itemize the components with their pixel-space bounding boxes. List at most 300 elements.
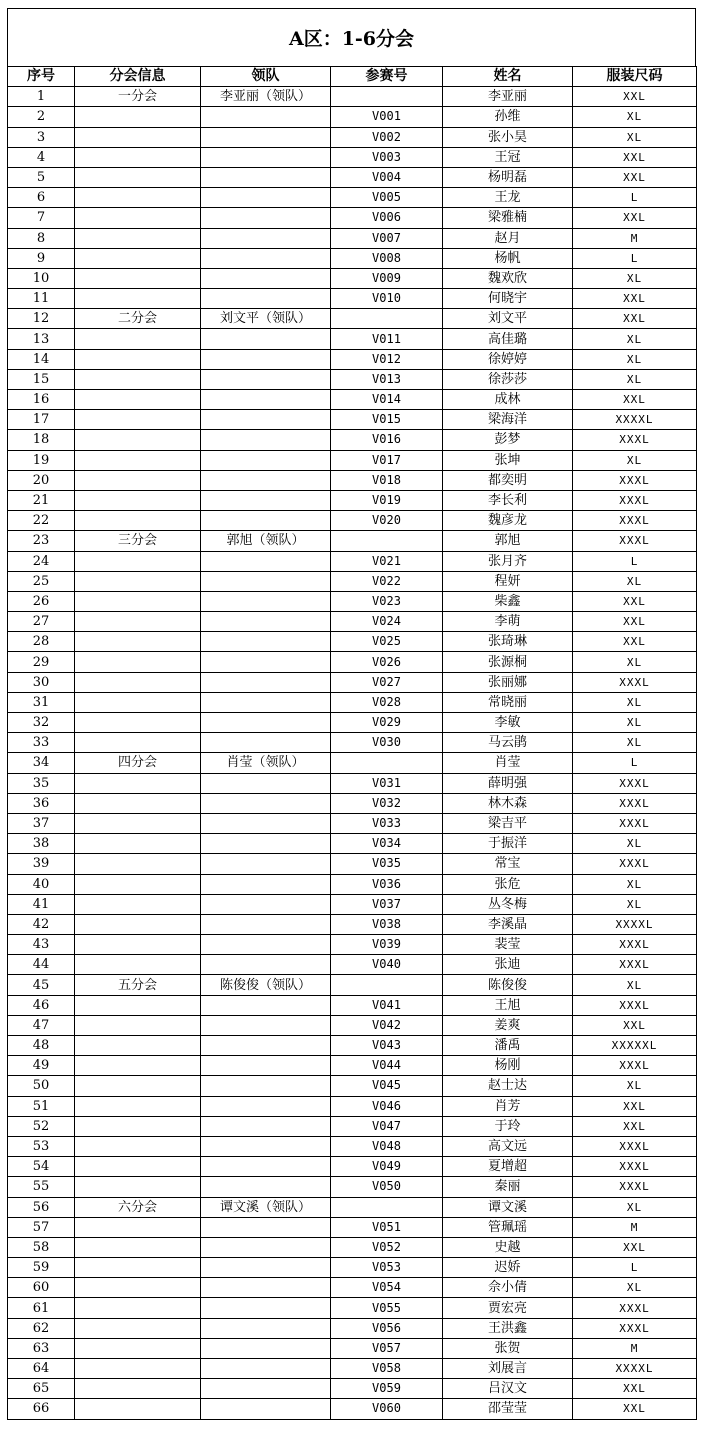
cell-size: XXL bbox=[573, 147, 697, 167]
cell-bib: V048 bbox=[331, 1136, 443, 1156]
cell-name: 常宝 bbox=[443, 854, 573, 874]
cell-seq: 50 bbox=[8, 1076, 75, 1096]
cell-leader bbox=[201, 1036, 331, 1056]
cell-bib: V028 bbox=[331, 692, 443, 712]
cell-bib bbox=[331, 87, 443, 107]
cell-size: XXL bbox=[573, 1015, 697, 1035]
cell-branch bbox=[75, 1318, 201, 1338]
table-row bbox=[8, 753, 697, 773]
cell-size: XXXXL bbox=[573, 410, 697, 430]
cell-seq: 8 bbox=[8, 228, 75, 248]
cell-seq: 55 bbox=[8, 1177, 75, 1197]
cell-seq: 9 bbox=[8, 248, 75, 268]
cell-leader bbox=[201, 450, 331, 470]
table-row bbox=[8, 470, 697, 490]
cell-size: XXL bbox=[573, 289, 697, 309]
table-row bbox=[8, 228, 697, 248]
table-row bbox=[8, 672, 697, 692]
cell-bib: V016 bbox=[331, 430, 443, 450]
cell-leader bbox=[201, 1298, 331, 1318]
cell-name: 杨帆 bbox=[443, 248, 573, 268]
cell-bib: V044 bbox=[331, 1056, 443, 1076]
cell-branch bbox=[75, 1116, 201, 1136]
cell-size: XXXL bbox=[573, 1056, 697, 1076]
table-row bbox=[8, 188, 697, 208]
cell-size: XXXL bbox=[573, 511, 697, 531]
cell-seq: 48 bbox=[8, 1036, 75, 1056]
cell-size: XXL bbox=[573, 1399, 697, 1419]
cell-branch: 一分会 bbox=[75, 87, 201, 107]
cell-name: 马云鹃 bbox=[443, 733, 573, 753]
cell-seq: 51 bbox=[8, 1096, 75, 1116]
table-row bbox=[8, 107, 697, 127]
table-row bbox=[8, 450, 697, 470]
cell-leader bbox=[201, 1157, 331, 1177]
cell-bib: V009 bbox=[331, 268, 443, 288]
table-row bbox=[8, 1379, 697, 1399]
cell-leader bbox=[201, 935, 331, 955]
cell-size: XL bbox=[573, 1076, 697, 1096]
cell-branch bbox=[75, 1399, 201, 1419]
cell-seq: 36 bbox=[8, 793, 75, 813]
header-branch: 分会信息 bbox=[75, 67, 201, 87]
cell-name: 常晓丽 bbox=[443, 692, 573, 712]
cell-bib: V055 bbox=[331, 1298, 443, 1318]
cell-name: 李敏 bbox=[443, 713, 573, 733]
cell-leader bbox=[201, 1379, 331, 1399]
cell-name: 张贺 bbox=[443, 1338, 573, 1358]
cell-size: XXXL bbox=[573, 672, 697, 692]
cell-leader: 陈俊俊（领队） bbox=[201, 975, 331, 995]
cell-bib: V040 bbox=[331, 955, 443, 975]
cell-leader: 刘文平（领队） bbox=[201, 309, 331, 329]
cell-leader bbox=[201, 349, 331, 369]
cell-size: XXXL bbox=[573, 793, 697, 813]
cell-name: 夏增超 bbox=[443, 1157, 573, 1177]
cell-bib: V002 bbox=[331, 127, 443, 147]
cell-branch bbox=[75, 773, 201, 793]
cell-size: L bbox=[573, 551, 697, 571]
cell-size: XXL bbox=[573, 390, 697, 410]
cell-leader bbox=[201, 289, 331, 309]
cell-size: XL bbox=[573, 127, 697, 147]
cell-name: 赵月 bbox=[443, 228, 573, 248]
cell-name: 丛冬梅 bbox=[443, 894, 573, 914]
cell-size: L bbox=[573, 188, 697, 208]
cell-size: XXL bbox=[573, 632, 697, 652]
cell-branch bbox=[75, 591, 201, 611]
table-row bbox=[8, 1015, 697, 1035]
cell-seq: 59 bbox=[8, 1258, 75, 1278]
cell-size: XXXL bbox=[573, 490, 697, 510]
cell-leader bbox=[201, 652, 331, 672]
cell-seq: 63 bbox=[8, 1338, 75, 1358]
cell-name: 徐莎莎 bbox=[443, 369, 573, 389]
cell-size: XL bbox=[573, 894, 697, 914]
cell-branch bbox=[75, 188, 201, 208]
table-row bbox=[8, 127, 697, 147]
cell-seq: 22 bbox=[8, 511, 75, 531]
cell-leader bbox=[201, 733, 331, 753]
table-row bbox=[8, 1359, 697, 1379]
cell-branch bbox=[75, 1217, 201, 1237]
header-leader: 领队 bbox=[201, 67, 331, 87]
cell-bib: V027 bbox=[331, 672, 443, 692]
table-row bbox=[8, 289, 697, 309]
table-row bbox=[8, 692, 697, 712]
cell-size: XL bbox=[573, 107, 697, 127]
cell-seq: 41 bbox=[8, 894, 75, 914]
cell-branch bbox=[75, 1036, 201, 1056]
cell-branch bbox=[75, 167, 201, 187]
cell-bib: V008 bbox=[331, 248, 443, 268]
cell-branch bbox=[75, 632, 201, 652]
cell-seq: 30 bbox=[8, 672, 75, 692]
cell-bib: V015 bbox=[331, 410, 443, 430]
cell-bib: V035 bbox=[331, 854, 443, 874]
cell-bib: V037 bbox=[331, 894, 443, 914]
cell-bib: V031 bbox=[331, 773, 443, 793]
cell-name: 李亚丽 bbox=[443, 87, 573, 107]
cell-bib: V001 bbox=[331, 107, 443, 127]
table-row bbox=[8, 612, 697, 632]
cell-leader bbox=[201, 188, 331, 208]
cell-bib: V003 bbox=[331, 147, 443, 167]
cell-branch: 二分会 bbox=[75, 309, 201, 329]
cell-branch bbox=[75, 854, 201, 874]
cell-bib: V007 bbox=[331, 228, 443, 248]
cell-branch bbox=[75, 268, 201, 288]
cell-size: L bbox=[573, 248, 697, 268]
cell-bib: V013 bbox=[331, 369, 443, 389]
cell-branch bbox=[75, 834, 201, 854]
cell-bib: V060 bbox=[331, 1399, 443, 1419]
cell-seq: 20 bbox=[8, 470, 75, 490]
cell-name: 王旭 bbox=[443, 995, 573, 1015]
cell-seq: 10 bbox=[8, 268, 75, 288]
cell-size: XL bbox=[573, 713, 697, 733]
cell-branch bbox=[75, 490, 201, 510]
cell-branch: 三分会 bbox=[75, 531, 201, 551]
cell-branch bbox=[75, 672, 201, 692]
header-bib: 参赛号 bbox=[331, 67, 443, 87]
cell-leader bbox=[201, 773, 331, 793]
cell-size: XXXL bbox=[573, 935, 697, 955]
cell-seq: 61 bbox=[8, 1298, 75, 1318]
cell-size: XL bbox=[573, 268, 697, 288]
cell-seq: 16 bbox=[8, 390, 75, 410]
cell-bib: V025 bbox=[331, 632, 443, 652]
cell-branch bbox=[75, 1136, 201, 1156]
cell-name: 肖芳 bbox=[443, 1096, 573, 1116]
table-row bbox=[8, 1258, 697, 1278]
cell-leader bbox=[201, 672, 331, 692]
cell-name: 李溪晶 bbox=[443, 914, 573, 934]
cell-leader bbox=[201, 430, 331, 450]
cell-branch bbox=[75, 894, 201, 914]
table-row bbox=[8, 652, 697, 672]
cell-bib: V046 bbox=[331, 1096, 443, 1116]
cell-bib: V012 bbox=[331, 349, 443, 369]
cell-bib: V010 bbox=[331, 289, 443, 309]
cell-leader bbox=[201, 713, 331, 733]
cell-seq: 64 bbox=[8, 1359, 75, 1379]
cell-size: M bbox=[573, 228, 697, 248]
cell-name: 林木森 bbox=[443, 793, 573, 813]
cell-size: M bbox=[573, 1338, 697, 1358]
cell-leader bbox=[201, 470, 331, 490]
table-row bbox=[8, 1197, 697, 1217]
cell-branch bbox=[75, 1056, 201, 1076]
cell-name: 邵莹莹 bbox=[443, 1399, 573, 1419]
cell-bib: V017 bbox=[331, 450, 443, 470]
cell-branch bbox=[75, 1338, 201, 1358]
cell-leader bbox=[201, 813, 331, 833]
cell-bib: V005 bbox=[331, 188, 443, 208]
cell-bib bbox=[331, 531, 443, 551]
table-row bbox=[8, 813, 697, 833]
cell-seq: 26 bbox=[8, 591, 75, 611]
cell-leader bbox=[201, 208, 331, 228]
cell-branch bbox=[75, 955, 201, 975]
cell-leader bbox=[201, 369, 331, 389]
cell-branch bbox=[75, 914, 201, 934]
cell-seq: 62 bbox=[8, 1318, 75, 1338]
cell-bib: V047 bbox=[331, 1116, 443, 1136]
cell-seq: 53 bbox=[8, 1136, 75, 1156]
cell-leader bbox=[201, 390, 331, 410]
cell-seq: 54 bbox=[8, 1157, 75, 1177]
cell-name: 裴莹 bbox=[443, 935, 573, 955]
cell-seq: 39 bbox=[8, 854, 75, 874]
cell-name: 陈俊俊 bbox=[443, 975, 573, 995]
cell-name: 秦丽 bbox=[443, 1177, 573, 1197]
cell-leader bbox=[201, 1399, 331, 1419]
cell-seq: 40 bbox=[8, 874, 75, 894]
cell-name: 彭梦 bbox=[443, 430, 573, 450]
cell-branch bbox=[75, 127, 201, 147]
cell-branch: 五分会 bbox=[75, 975, 201, 995]
cell-bib: V039 bbox=[331, 935, 443, 955]
cell-bib: V006 bbox=[331, 208, 443, 228]
cell-size: XXL bbox=[573, 167, 697, 187]
cell-bib: V059 bbox=[331, 1379, 443, 1399]
cell-size: XXL bbox=[573, 1237, 697, 1257]
cell-branch bbox=[75, 874, 201, 894]
cell-leader: 李亚丽（领队） bbox=[201, 87, 331, 107]
cell-branch bbox=[75, 511, 201, 531]
cell-seq: 56 bbox=[8, 1197, 75, 1217]
table-row bbox=[8, 955, 697, 975]
cell-seq: 12 bbox=[8, 309, 75, 329]
cell-size: XL bbox=[573, 450, 697, 470]
cell-branch bbox=[75, 430, 201, 450]
cell-branch bbox=[75, 1237, 201, 1257]
cell-leader bbox=[201, 167, 331, 187]
cell-leader bbox=[201, 511, 331, 531]
cell-name: 张迪 bbox=[443, 955, 573, 975]
cell-bib: V057 bbox=[331, 1338, 443, 1358]
table-row bbox=[8, 1399, 697, 1419]
cell-bib: V022 bbox=[331, 571, 443, 591]
cell-branch bbox=[75, 1278, 201, 1298]
cell-bib bbox=[331, 1197, 443, 1217]
cell-seq: 45 bbox=[8, 975, 75, 995]
cell-name: 迟娇 bbox=[443, 1258, 573, 1278]
cell-bib: V021 bbox=[331, 551, 443, 571]
cell-name: 张坤 bbox=[443, 450, 573, 470]
cell-leader bbox=[201, 1056, 331, 1076]
cell-seq: 37 bbox=[8, 813, 75, 833]
cell-leader bbox=[201, 894, 331, 914]
cell-name: 张源桐 bbox=[443, 652, 573, 672]
cell-size: XXL bbox=[573, 1096, 697, 1116]
cell-size: XXL bbox=[573, 612, 697, 632]
cell-bib: V018 bbox=[331, 470, 443, 490]
cell-name: 薛明强 bbox=[443, 773, 573, 793]
cell-seq: 35 bbox=[8, 773, 75, 793]
cell-branch bbox=[75, 329, 201, 349]
cell-name: 张危 bbox=[443, 874, 573, 894]
table-row bbox=[8, 995, 697, 1015]
cell-leader bbox=[201, 127, 331, 147]
cell-size: XXXL bbox=[573, 995, 697, 1015]
cell-seq: 1 bbox=[8, 87, 75, 107]
table-row bbox=[8, 1318, 697, 1338]
cell-size: XXXL bbox=[573, 470, 697, 490]
table-row bbox=[8, 773, 697, 793]
table-row bbox=[8, 591, 697, 611]
table-row bbox=[8, 975, 697, 995]
cell-seq: 18 bbox=[8, 430, 75, 450]
roster-body bbox=[8, 87, 697, 1419]
table-row bbox=[8, 1136, 697, 1156]
cell-size: M bbox=[573, 1217, 697, 1237]
cell-seq: 29 bbox=[8, 652, 75, 672]
cell-size: XL bbox=[573, 733, 697, 753]
table-row bbox=[8, 268, 697, 288]
cell-name: 梁吉平 bbox=[443, 813, 573, 833]
cell-leader bbox=[201, 551, 331, 571]
table-row bbox=[8, 935, 697, 955]
cell-bib: V030 bbox=[331, 733, 443, 753]
table-row bbox=[8, 511, 697, 531]
cell-bib: V052 bbox=[331, 1237, 443, 1257]
cell-bib: V053 bbox=[331, 1258, 443, 1278]
cell-seq: 14 bbox=[8, 349, 75, 369]
cell-branch bbox=[75, 793, 201, 813]
cell-size: XXXL bbox=[573, 1157, 697, 1177]
cell-size: XXL bbox=[573, 208, 697, 228]
cell-size: XL bbox=[573, 834, 697, 854]
cell-branch bbox=[75, 208, 201, 228]
cell-seq: 60 bbox=[8, 1278, 75, 1298]
cell-seq: 27 bbox=[8, 612, 75, 632]
cell-seq: 21 bbox=[8, 490, 75, 510]
cell-leader bbox=[201, 1116, 331, 1136]
cell-leader bbox=[201, 248, 331, 268]
table-row bbox=[8, 551, 697, 571]
cell-branch bbox=[75, 935, 201, 955]
cell-branch bbox=[75, 692, 201, 712]
table-row bbox=[8, 874, 697, 894]
cell-name: 张琦琳 bbox=[443, 632, 573, 652]
cell-seq: 65 bbox=[8, 1379, 75, 1399]
cell-bib: V020 bbox=[331, 511, 443, 531]
cell-bib: V058 bbox=[331, 1359, 443, 1379]
cell-name: 赵士达 bbox=[443, 1076, 573, 1096]
table-row bbox=[8, 713, 697, 733]
table-row bbox=[8, 1157, 697, 1177]
cell-branch: 四分会 bbox=[75, 753, 201, 773]
cell-name: 管珮瑶 bbox=[443, 1217, 573, 1237]
table-row bbox=[8, 733, 697, 753]
table-row bbox=[8, 1237, 697, 1257]
cell-leader bbox=[201, 632, 331, 652]
cell-bib: V024 bbox=[331, 612, 443, 632]
table-row bbox=[8, 1116, 697, 1136]
cell-bib: V034 bbox=[331, 834, 443, 854]
cell-seq: 3 bbox=[8, 127, 75, 147]
cell-leader: 谭文溪（领队） bbox=[201, 1197, 331, 1217]
cell-name: 杨刚 bbox=[443, 1056, 573, 1076]
table-row bbox=[8, 369, 697, 389]
cell-seq: 31 bbox=[8, 692, 75, 712]
cell-size: XXXXXL bbox=[573, 1036, 697, 1056]
cell-branch bbox=[75, 1379, 201, 1399]
table-row bbox=[8, 1076, 697, 1096]
cell-leader: 肖莹（领队） bbox=[201, 753, 331, 773]
cell-bib: V019 bbox=[331, 490, 443, 510]
sheet-title: A区：1-6分会 bbox=[7, 8, 696, 67]
cell-bib: V032 bbox=[331, 793, 443, 813]
cell-leader bbox=[201, 329, 331, 349]
cell-bib: V029 bbox=[331, 713, 443, 733]
cell-branch: 六分会 bbox=[75, 1197, 201, 1217]
cell-size: XL bbox=[573, 1278, 697, 1298]
table-row bbox=[8, 410, 697, 430]
cell-name: 潘禹 bbox=[443, 1036, 573, 1056]
cell-branch bbox=[75, 107, 201, 127]
table-row bbox=[8, 248, 697, 268]
cell-name: 魏彦龙 bbox=[443, 511, 573, 531]
cell-size: XXXL bbox=[573, 955, 697, 975]
cell-seq: 33 bbox=[8, 733, 75, 753]
cell-branch bbox=[75, 1096, 201, 1116]
cell-name: 孙维 bbox=[443, 107, 573, 127]
table-row bbox=[8, 632, 697, 652]
cell-seq: 5 bbox=[8, 167, 75, 187]
cell-name: 佘小倩 bbox=[443, 1278, 573, 1298]
cell-seq: 13 bbox=[8, 329, 75, 349]
cell-name: 王龙 bbox=[443, 188, 573, 208]
cell-name: 高佳璐 bbox=[443, 329, 573, 349]
cell-name: 王洪鑫 bbox=[443, 1318, 573, 1338]
cell-leader bbox=[201, 410, 331, 430]
cell-seq: 6 bbox=[8, 188, 75, 208]
cell-bib: V043 bbox=[331, 1036, 443, 1056]
cell-bib: V049 bbox=[331, 1157, 443, 1177]
cell-name: 魏欢欣 bbox=[443, 268, 573, 288]
table-row bbox=[8, 1096, 697, 1116]
cell-leader bbox=[201, 1359, 331, 1379]
cell-bib: V023 bbox=[331, 591, 443, 611]
cell-size: L bbox=[573, 1258, 697, 1278]
cell-branch bbox=[75, 995, 201, 1015]
table-row bbox=[8, 1278, 697, 1298]
cell-seq: 43 bbox=[8, 935, 75, 955]
header-name: 姓名 bbox=[443, 67, 573, 87]
